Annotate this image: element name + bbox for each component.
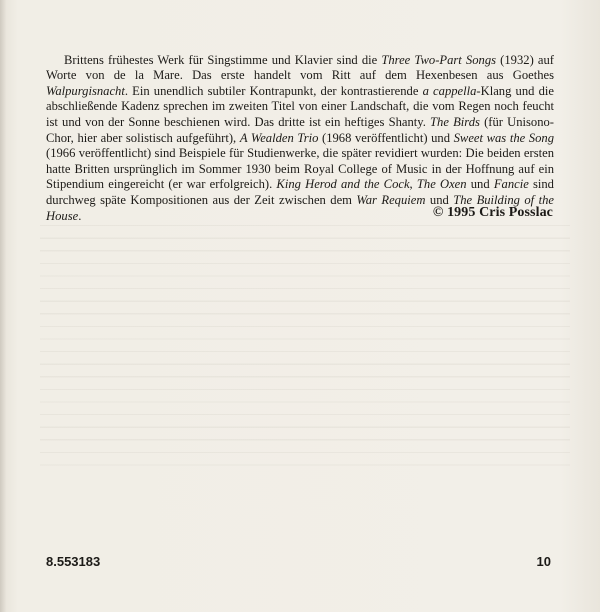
text-run: . Ein unendlich subtiler Kontrapunkt, der kontrastierende <box>124 83 423 98</box>
page-edge-shadow <box>0 0 6 612</box>
italic-title: Fancie <box>493 177 529 192</box>
italic-title: The Birds <box>430 114 480 129</box>
italic-title: A Wealden Trio <box>239 130 319 145</box>
catalog-number: 8.553183 <box>46 554 101 569</box>
text-run: Brittens frühestes Werk für Singstimme und Klavier sind die <box>64 52 382 67</box>
text-run: sind durchweg späte Kompositionen aus der Zeit zwischen dem <box>46 177 554 207</box>
text-run: (1932) auf Worte von de la Mare. Das erste handelt vom Ritt auf dem Hexenbesen aus Goethes <box>46 52 554 83</box>
text-run: (1968 veröffentlicht) und <box>318 130 454 145</box>
text-run: -Klang und die abschließende Kadenz sprechen im zweiten Titel von einer Landschaft, die vom Regen noch feucht ist und von der Sonne beschienen wird. Das dritte ist ein heftiges Shanty. <box>46 83 554 129</box>
italic-title: Three Two-Part Songs <box>381 52 497 67</box>
italic-title: Sweet was the Song <box>453 130 554 145</box>
text-run: (1966 veröffentlicht) sind Beispiele für Studienwerke, die später revidiert wurden: Die beiden ersten hatte Britten ursprünglich im Sommer 1930 beim Royal College of Music in der Hoffnung auf ein Stipendium eingereicht (er war erfolgreich). <box>46 146 554 192</box>
italic-title: War Requiem <box>356 192 426 207</box>
body-paragraph <box>46 53 554 225</box>
italic-title: King Herod and the Cock <box>276 177 410 192</box>
italic-title: a cappella <box>422 83 477 98</box>
show-through-text <box>40 225 570 475</box>
text-run: (für Unisono-Chor, hier aber solistisch aufgeführt), <box>46 114 554 145</box>
text-run: und <box>425 192 454 207</box>
text-run: . <box>78 208 82 223</box>
italic-title: The Oxen <box>416 177 467 192</box>
page-number: 10 <box>536 554 551 569</box>
text-run: und <box>466 177 494 192</box>
italic-title: Walpurgisnacht <box>46 83 125 98</box>
italic-title: The Building of the House <box>46 192 555 223</box>
copyright-line: © 1995 Cris Posslac <box>432 205 553 220</box>
text-run: , <box>409 177 417 192</box>
